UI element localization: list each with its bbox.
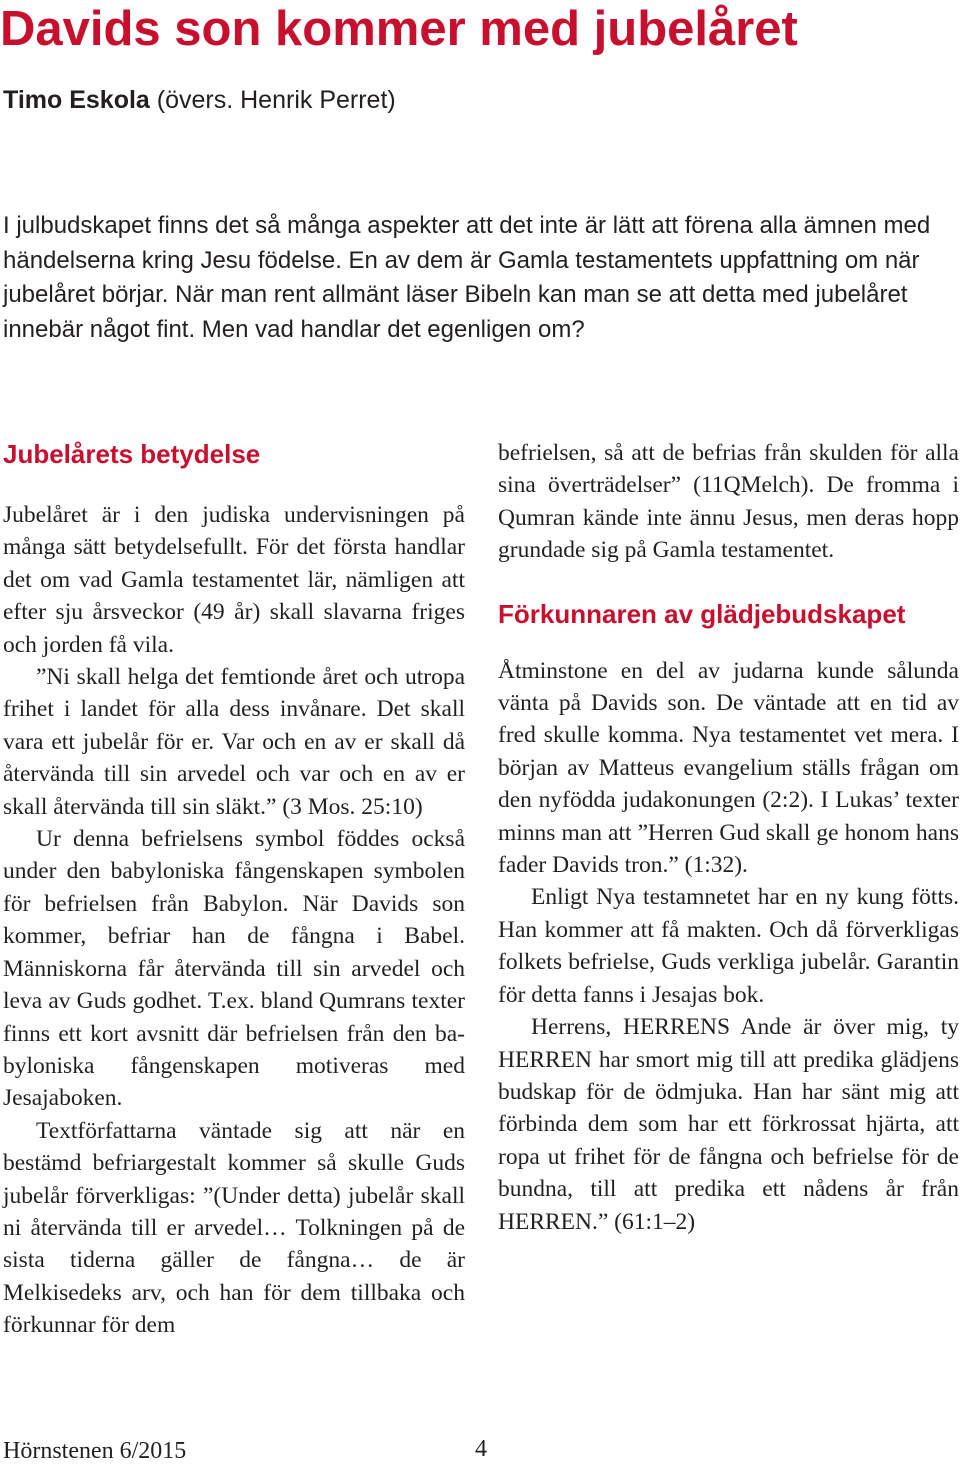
author-name: Timo Eskola: [3, 86, 150, 114]
section-heading-jubelarets-betydelse: Jubelårets betydelse: [3, 439, 261, 469]
body-paragraph: Ur denna befrielsens symbol föddes också under den babyloniska fångenskapen symbolen för befrielsen från Babylon. När Davids son kommer, befriar han de fångna i Babel. Människorna får återvända till sin arvedel och leva av Guds godhet. T.ex. bland Qumrans texter finns ett kort avsnitt där befrielsen från den babyloniska fångenskapen motiveras med Jesajaboken.: [3, 826, 465, 1112]
body-paragraph: Jubelåret är i den judiska undervisningen på många sätt betydelsefullt. För det första handlar det om vad Gamla testamentet lär, nämligen att efter sju årsveckor (49 år) skall slavarna friges och jorden få vila.: [3, 502, 465, 658]
body-paragraph: Enligt Nya testamnetet har en ny kung fötts. Han kommer att få makten. Och då förverkligas folkets befrielse, Guds verkliga jubelår. Garantin för detta fanns i Jesajas bok.: [498, 884, 959, 1008]
intro-paragraph: I julbudskapet finns det så många aspekter att det inte är lätt att förena alla ämnen med händelserna kring Jesu födelse. En av dem är Gamla testamentets uppfattning om när jubelåret börjar. När man rent allmänt läser Bibeln kan man se att detta med jubelåret innebär något fint. Men vad handlar det egenligen om?: [3, 212, 931, 343]
article-title: Davids son kommer med jubelåret: [0, 2, 798, 56]
byline: [3, 84, 396, 116]
page-number: 4: [475, 1436, 487, 1462]
body-paragraph: Åtminstone en del av judarna kunde sålunda vänta på Davids son. De väntade att en tid av fred skulle komma. Nya testamentet vet mera. I början av Matteus evangelium ställs frågan om den nyfödda judakonungen (2:2). I Lukas’ texter minns man att ”Herren Gud skall ge honom hans fader Davids tron.” (1:32).: [498, 657, 959, 879]
left-column: [3, 437, 465, 1342]
section-heading-forkunnaren: Förkunnaren av glädjebudskapet: [498, 598, 906, 629]
continued-paragraph: befrielsen, så att de befrias från skulden för alla sina överträdelser” (11QMelch). De fromma i Qumran kände inte ännu Jesus, men deras hopp grundade sig på Gamla testamentet.: [498, 440, 959, 564]
translator-credit: (övers. Henrik Perret): [156, 86, 396, 114]
right-column: [498, 437, 959, 1238]
scripture-quote: ”Ni skall helga det femtionde året och utropa frihet i landet för alla dess invånare. Det skall vara ett jubelår för er. Var och en av er skall då återvända till sin arvedel och var och en av er skall återvända till sin släkt.” (3 Mos. 25:10): [3, 664, 465, 820]
body-paragraph: Textförfattarna väntade sig att när en bestämd befriargestalt kommer så skulle Guds jubelår förverkligas: ”(Under detta) jubelår skall ni återvända till er arvedel… Tolkningen på de sista tiderna gäller de fångna… de är Melkisedeks arv, och han för dem tillbaka och förkunnar för dem: [3, 1117, 465, 1339]
publication-footer: Hörnstenen 6/2015: [3, 1438, 187, 1464]
scripture-quote: Herrens, HERRENS Ande är över mig, ty HERREN har smort mig till att predika glädjens budskap för de ödmjuka. Han har sänt mig att förbinda dem som har ett förkrossat hjärta, att ropa ut frihet för de fångna och befrielse för de bundna, till att predika ett nådens år från HERREN.” (61:1–2): [498, 1014, 959, 1235]
